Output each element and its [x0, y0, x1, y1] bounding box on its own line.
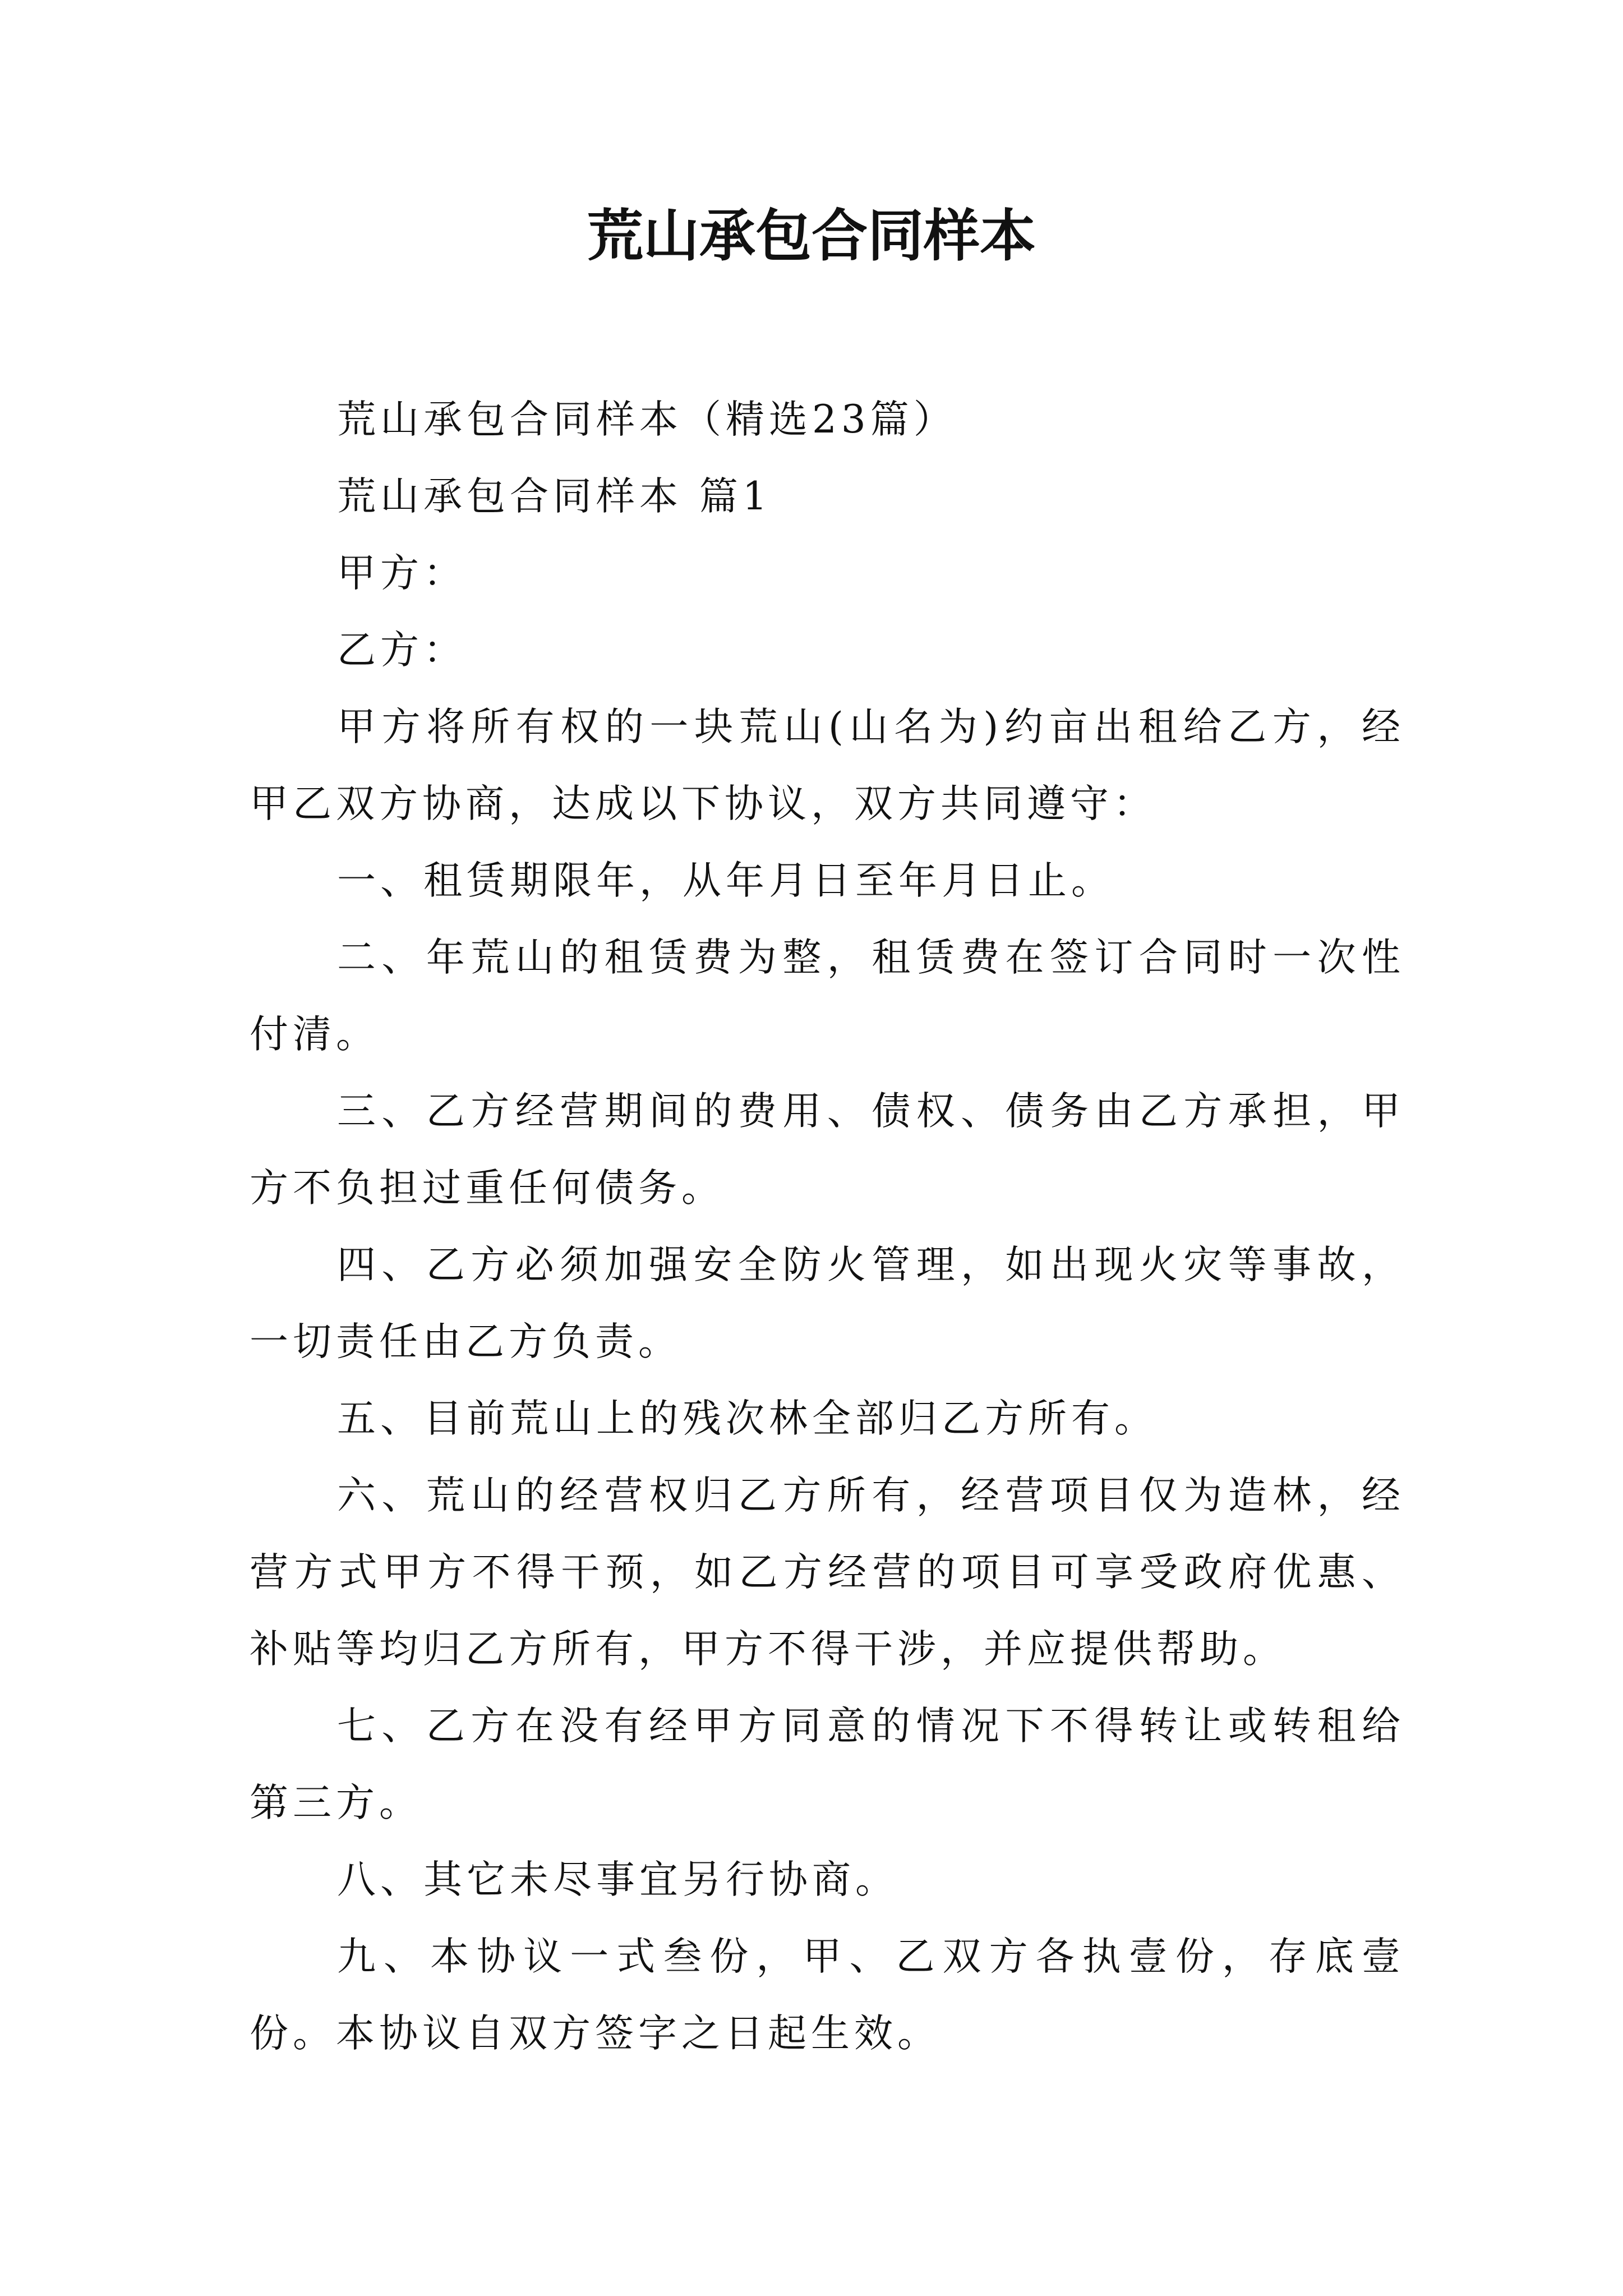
paragraph-clause-9: 九、本协议一式叁份，甲、乙双方各执壹份，存底壹份。本协议自双方签字之日起生效。 — [250, 1934, 1405, 2056]
paragraph-clause-8: 八、其它未尽事宜另行协商。 — [337, 1857, 898, 1902]
paragraph-clause-2: 二、年荒山的租赁费为整，租赁费在签订合同时一次性付清。 — [250, 935, 1405, 1057]
paragraph-clause-3: 三、乙方经营期间的费用、债权、债务由乙方承担，甲方不负担过重任何债务。 — [250, 1089, 1405, 1211]
paragraph-party-a: 甲方： — [337, 551, 467, 596]
paragraph-section-heading: 荒山承包合同样本 篇1 — [337, 474, 772, 519]
paragraph-clause-1: 一、租赁期限年，从年月日至年月日止。 — [337, 858, 1114, 903]
document-title: 荒山承包合同样本 — [587, 203, 1036, 269]
paragraph-party-b: 乙方： — [337, 628, 467, 673]
paragraph-preamble: 甲方将所有权的一块荒山(山名为)约亩出租给乙方，经甲乙双方协商，达成以下协议，双方共同遵守： — [250, 705, 1405, 826]
paragraph-subtitle: 荒山承包合同样本（精选23篇） — [337, 397, 957, 442]
paragraph-clause-6: 六、荒山的经营权归乙方所有，经营项目仅为造林，经营方式甲方不得干预，如乙方经营的项目可享受政府优惠、补贴等均归乙方所有，甲方不得干涉，并应提供帮助。 — [250, 1473, 1405, 1672]
document-body — [250, 381, 1405, 2072]
paragraph-clause-4: 四、乙方必须加强安全防火管理，如出现火灾等事故，一切责任由乙方负责。 — [250, 1243, 1405, 1364]
paragraph-clause-5: 五、目前荒山上的残次林全部归乙方所有。 — [337, 1396, 1158, 1441]
paragraph-clause-7: 七、乙方在没有经甲方同意的情况下不得转让或转租给第三方。 — [250, 1704, 1405, 1825]
